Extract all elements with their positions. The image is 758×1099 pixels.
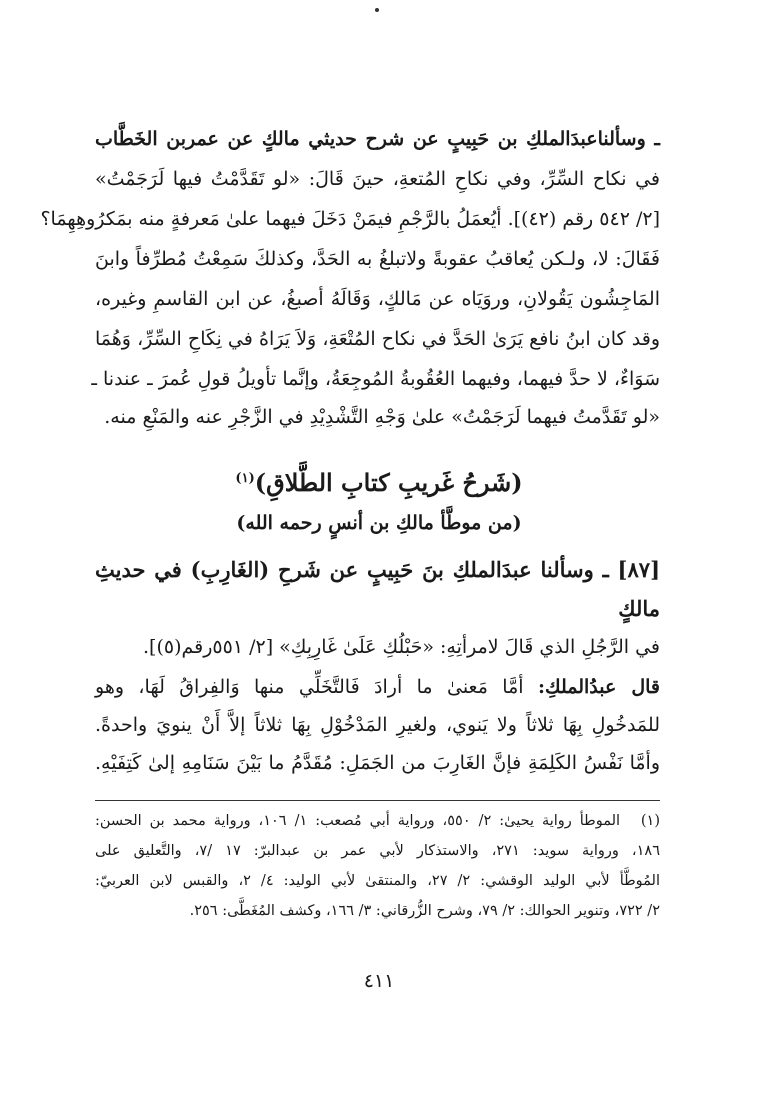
footnote-number: (١) <box>640 813 660 829</box>
section-body-line-3: للمَدخُولِ بِهَا ثلاثاً ولا يَنوي، ولغيرِ المَدْخُوْلِ بِهَا ثلاثاً إلاَّ أَنْ ينويَ واحدةً. <box>95 714 660 736</box>
section-heading-line-1: [٨٧] ـ وسألنا عبدَالملكِ بنَ حَبِيبٍ عن شَرحِ (الغَارِبِ) في حديثِ <box>95 557 660 582</box>
paragraph-line-2: في نكاح السِّرِّ، وفي نكاحِ المُتعةِ، حينَ قَالَ: «لو تَقَدَّمْتُ فيها لَرَجَمْتُ» <box>95 168 660 190</box>
section-body-line-1: في الرَّجُلِ الذي قَالَ لامرأتِهِ: «حَبْلُكِ عَلَىٰ غَارِبِكِ» [٢/ ٥٥١رقم(٥)]. <box>143 636 660 658</box>
footnote-line-3: المُوطَّأ لأبي الوليد الوقشي: ٢/ ٢٧، والمنتقىٰ لأبي الوليد: ٤/ ٢، والقبس لابن العربيّ: <box>95 873 660 889</box>
section-body-line-2-text: أمَّا مَعنىٰ ما أرادَ فَالتَّخَلِّي منها وَالفِراقُ لَهَا، وهو <box>95 676 538 698</box>
paragraph-line-5: المَاجِشُون يَقُولانِ، وروَيَاه عن مَالكٍ، وَقَالَهُ أصبغُ، عن ابن القاسمِ وغيره، <box>95 288 660 310</box>
top-dot-mark <box>375 8 379 12</box>
footnote-separator <box>95 800 660 801</box>
paragraph-line-8: «لو تَقَدَّمتُ فيهما لَرَجَمْتُ» علىٰ وَجْهِ التَّشْدِيْدِ في الزَّجْرِ عنه والمَنْعِ منه. <box>104 406 660 428</box>
footnote-line-4: ٢/ ٧٢٢، وتنوير الحوالك: ٢/ ٧٩، وشرح الزُّرقاني: ٣/ ١٦٦، وكشف المُغَطَّى: ٢٥٦. <box>189 903 660 919</box>
section-title-text: (شَرحُ غَريبِ كتابِ الطَّلاقِ) <box>254 468 523 497</box>
paragraph-line-4: فَقَالَ: لا، ولـكن يُعاقبُ عقوبةً ولاتبلغُ به الحَدَّ، وكذلكَ سَمِعْتُ مُطرِّفاً وابنَ <box>95 248 660 270</box>
section-body-line-2 <box>95 670 660 704</box>
paragraph-line-3: [٢/ ٥٤٢ رقم (٤٢)]. أيُعمَلُ بالرَّجْمِ فيمَنْ دَخَلَ فيهما علىٰ مَعرفةٍ منه بمَكرُوهِهِمَا؟ <box>40 208 660 230</box>
paragraph-line-6: وقد كان ابنُ نافع يَرَىٰ الحَدَّ في نكاح المُتْعَةِ، وَلاَ يَرَاهُ في نِكَاحِ السِّرِّ، وَهُمَا <box>95 328 660 350</box>
section-title <box>0 468 758 497</box>
footnote-line-2: ١٨٦، ورواية سويد: ٢٧١، والاستذكار لأبي عمر بن عبدالبرّ: ١٧ /٧، والتَّعليق على <box>95 843 660 859</box>
page-number: ٤١١ <box>363 970 395 992</box>
paragraph-line-7: سَوَاءٌ، لا حدَّ فيهما، وفيهما العُقُوبةُ المُوجِعَةُ، وإنَّما تأويلُ قولِ عُمرَ ـ عندنا ـ <box>91 368 660 390</box>
speaker-label: قال عبدُالملكِ: <box>537 676 660 698</box>
paragraph-line-1: ـ وسألناعبدَالملكِ بن حَبِيبٍ عن شرح حديثي مالكٍ عن عمربن الخَطَّاب <box>95 128 660 150</box>
footnote-line-1 <box>95 808 660 834</box>
section-heading-line-2: مالكٍ <box>618 596 660 621</box>
footnote-reference: (١) <box>235 471 255 486</box>
section-subtitle: (من موطَّأ مالكِ بن أنسٍ رحمه الله) <box>236 512 522 534</box>
section-body-line-4: وأمَّا نَفْسُ الكَلِمَةِ فإنَّ الغَارِبَ من الجَمَلِ: مُقَدَّمُ ما بَيْنَ سَنَامِهِ إلىٰ كَتِفَيْهِ. <box>95 752 660 774</box>
footnote-line-1-text: الموطأ رواية يحيىٰ: ٢/ ٥٥٠، ورواية أبي مُصعب: ١/ ١٠٦، ورواية محمد بن الحسن: <box>95 813 621 829</box>
